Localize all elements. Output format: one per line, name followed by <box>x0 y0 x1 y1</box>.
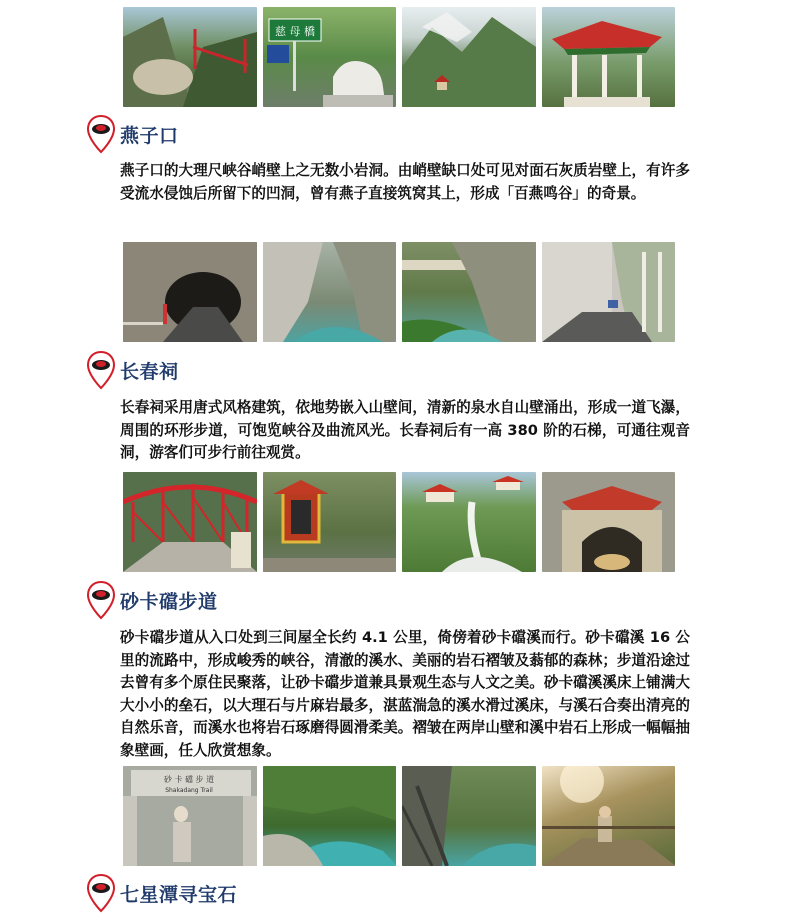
waterfall-shrine-photo <box>402 472 536 572</box>
red-bridge-photo <box>123 7 257 107</box>
section-head-yanzikou <box>86 114 179 154</box>
trail-sign-en: Shakadang Trail <box>165 787 213 794</box>
river-valley-photo <box>263 766 397 866</box>
photo-row-1 <box>123 7 675 107</box>
misty-mountain-photo <box>402 7 536 107</box>
trail-rail-photo <box>402 766 536 866</box>
forest-trail-photo <box>542 766 676 866</box>
section-paragraph: 长春祠采用唐式风格建筑，依地势嵌入山壁间，清新的泉水自山壁涌出，形成一道飞瀑，周围的环形步道，可饱览峡谷及曲流风光。长春祠后有一高 380 阶的石梯，可通往观音洞，游客们可步行前往观赏。 <box>120 399 690 461</box>
location-pin-icon <box>86 350 116 390</box>
section-head-changchunci <box>86 350 179 390</box>
tunnel-photo <box>123 242 257 342</box>
shrine-gate-photo <box>263 472 397 572</box>
trail-sign-cn: 砂 卡 礑 步 道 <box>163 775 215 784</box>
pavilion-photo <box>542 7 676 107</box>
photo-row-2 <box>123 242 675 342</box>
section-title: 长春祠 <box>120 360 179 383</box>
stone-arch-photo <box>542 472 676 572</box>
trail-gate-photo <box>123 766 257 866</box>
section-title: 砂卡礑步道 <box>120 590 218 613</box>
gorge-rock-photo <box>263 242 397 342</box>
photo-row-3 <box>123 472 675 572</box>
section-title: 燕子口 <box>120 124 179 147</box>
location-pin-icon <box>86 114 116 154</box>
section-head-qixingtan <box>86 873 237 913</box>
photo-row-4 <box>123 766 675 866</box>
location-pin-icon <box>86 580 116 620</box>
section-paragraph: 砂卡礑步道从入口处到三间屋全长约 4.1 公里，倚傍着砂卡礑溪而行。砂卡礑溪 16 公里的流路中，形成峻秀的峡谷，清澈的溪水、美丽的岩石褶皱及蓊郁的森林；步道沿途过去曾有多个原住民聚落，让砂卡礑步道兼具景观生态与人文之美。砂卡礑溪溪床上铺满大大小小的垒石，以大理石与片麻岩最多，湛蓝湍急的溪水滑过溪床，与溪石合奏出清亮的自然乐音，而溪水也将岩石琢磨得圆滑柔美。褶皱在两岸山壁和溪中岩石上形成一幅幅抽象壁画，任人欣赏想象。 <box>120 629 690 759</box>
cliff-road-photo <box>402 242 536 342</box>
gallery-road-photo <box>542 242 676 342</box>
signboard-lion-photo <box>263 7 397 107</box>
section-head-shakadang <box>86 580 218 620</box>
location-pin-icon <box>86 873 116 913</box>
section-title: 七星潭寻宝石 <box>120 883 238 906</box>
red-truss-bridge-photo <box>123 472 257 572</box>
section-paragraph: 燕子口的大理尺峡谷峭壁上之无数小岩洞。由峭壁缺口处可见对面石灰质岩壁上，有许多受流水侵蚀后所留下的凹洞，曾有燕子直接筑窝其上，形成「百燕鸣谷」的奇景。 <box>120 162 690 202</box>
signboard-text: 慈 母 橋 <box>274 25 315 38</box>
